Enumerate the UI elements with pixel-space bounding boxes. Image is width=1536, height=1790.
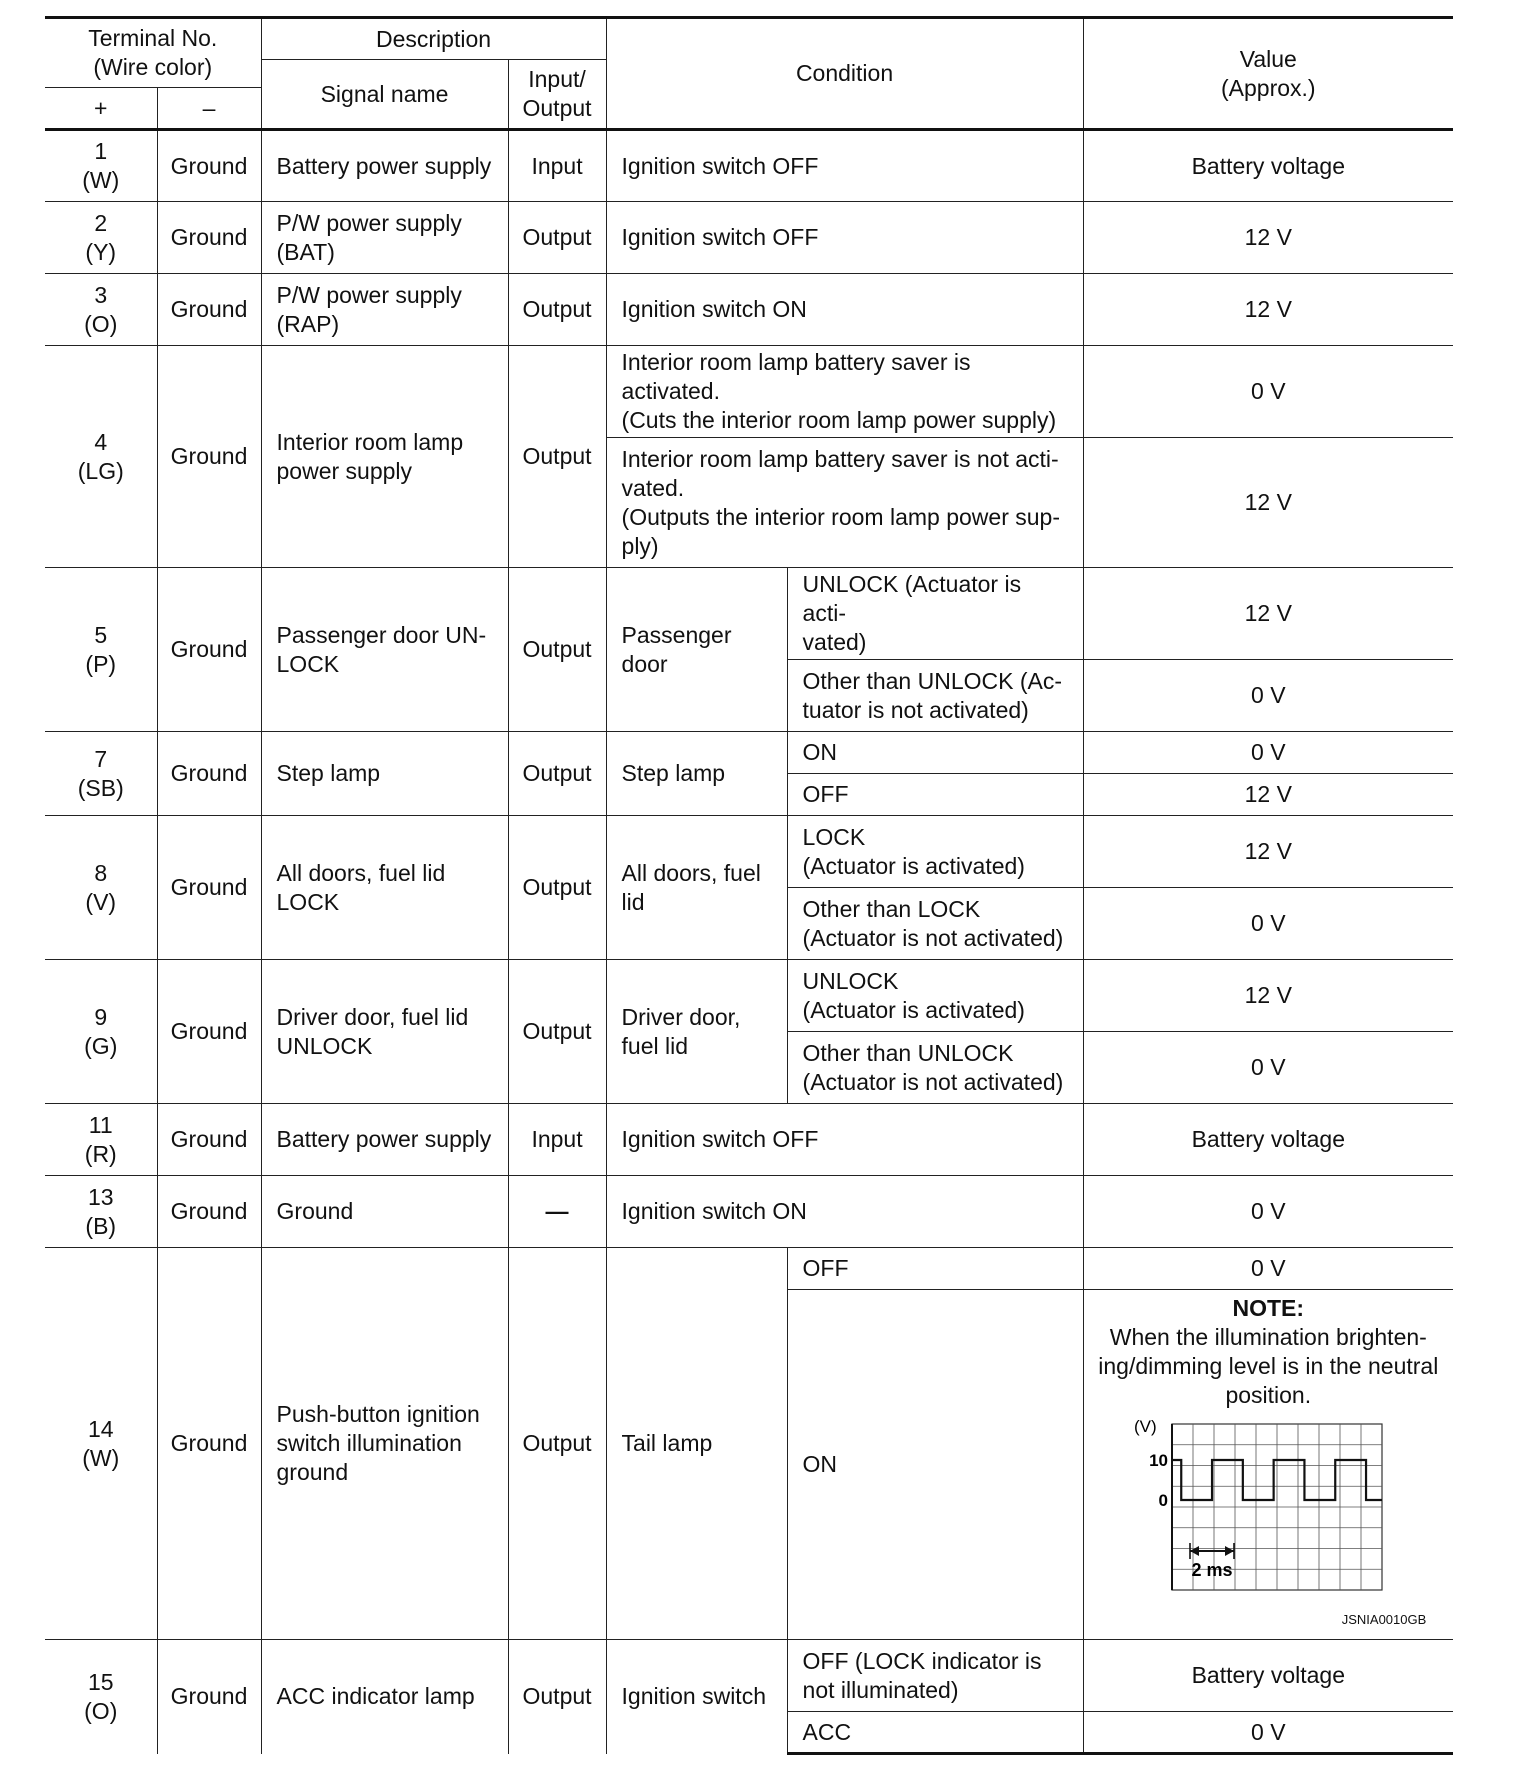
io-cell: Output [508, 732, 606, 816]
sub-condition-cell: ON [787, 732, 1083, 774]
terminal-number: 3 [94, 281, 108, 308]
waveform-figure [1098, 1414, 1438, 1627]
signal-line: (BAT) [276, 238, 335, 265]
terminal-number: 1 [94, 138, 108, 164]
y-tick-10: 10 [1149, 1451, 1169, 1470]
note-line: ing/dimming level is in the neutral [1098, 1353, 1439, 1379]
wire-color: (Y) [85, 238, 117, 265]
terminal-cell [45, 732, 157, 816]
io-cell: Input [508, 1104, 606, 1176]
table-row [45, 346, 1453, 438]
terminal-cell [45, 568, 157, 732]
condition-line: Driver door, [621, 1003, 741, 1030]
io-cell: Output [508, 960, 606, 1104]
sub-condition-cell [787, 568, 1083, 660]
value-cell: 12 V [1083, 202, 1453, 274]
signal-line: LOCK [276, 888, 340, 915]
sub-condition-cell: ON [787, 1290, 1083, 1640]
sub-condition-cell [787, 1640, 1083, 1712]
time-scale-label: 2 ms [1191, 1560, 1233, 1580]
y-tick-0: 0 [1158, 1491, 1169, 1510]
table-row [45, 1248, 1453, 1290]
condition-line: vated. [621, 474, 685, 501]
value-cell: 0 V [1083, 888, 1453, 960]
condition-line: (Outputs the interior room lamp power sup- [621, 503, 1060, 530]
terminal-number: 13 [87, 1183, 114, 1210]
wire-color: (W) [82, 1444, 120, 1471]
condition-line: OFF (LOCK indicator is [802, 1647, 1042, 1674]
wire-color: (SB) [77, 774, 124, 801]
sub-condition-cell [787, 816, 1083, 888]
condition-line: tuator is not activated) [802, 696, 1029, 723]
condition-line: Passenger [621, 621, 732, 648]
table-row [45, 732, 1453, 774]
value-cell: 0 V [1083, 660, 1453, 732]
wire-color: (P) [85, 650, 117, 677]
note-line: When the illumination brighten- [1109, 1324, 1427, 1350]
minus-cell: Ground [157, 274, 261, 346]
condition-line: not illuminated) [802, 1676, 959, 1703]
terminal-cell [45, 960, 157, 1104]
value-cell: 0 V [1083, 1712, 1453, 1754]
header-row [45, 18, 1453, 60]
io-cell: Output [508, 274, 606, 346]
minus-cell: Ground [157, 1176, 261, 1248]
sub-condition-cell [787, 660, 1083, 732]
sub-condition-cell: OFF [787, 774, 1083, 816]
minus-cell: Ground [157, 960, 261, 1104]
signal-line: All doors, fuel lid [276, 859, 446, 886]
condition-cell [606, 438, 1083, 568]
signal-line: Push-button ignition [276, 1401, 480, 1427]
condition-line: vated) [802, 629, 867, 655]
wire-color: (G) [84, 1032, 118, 1059]
condition-line: Interior room lamp battery saver is not acti- [621, 445, 1059, 472]
y-unit-label: (V) [1134, 1417, 1157, 1436]
condition-group-cell: Tail lamp [606, 1248, 787, 1640]
signal-cell: ACC indicator lamp [261, 1640, 508, 1754]
minus-cell: Ground [157, 130, 261, 202]
sub-condition-cell [787, 960, 1083, 1032]
signal-line: Interior room lamp [276, 428, 464, 455]
header-terminal-label: Terminal No. [88, 25, 218, 51]
header-signal-name: Signal name [261, 60, 508, 130]
condition-line: All doors, fuel [621, 859, 761, 886]
terminal-number: 2 [94, 209, 108, 236]
header-input-output [508, 60, 606, 130]
condition-line: lid [621, 888, 645, 915]
sub-condition-cell: OFF [787, 1248, 1083, 1290]
terminal-cell [45, 1248, 157, 1640]
signal-cell: Battery power supply [261, 130, 508, 202]
io-cell: Input [508, 130, 606, 202]
terminal-number: 9 [94, 1003, 108, 1030]
terminal-cell [45, 130, 157, 202]
signal-line: LOCK [276, 650, 340, 677]
table-row [45, 274, 1453, 346]
value-cell: 12 V [1083, 960, 1453, 1032]
condition-line: Other than UNLOCK [802, 1039, 1014, 1066]
condition-cell: Ignition switch OFF [606, 130, 1083, 202]
condition-group-cell [606, 568, 787, 732]
table-row [45, 568, 1453, 660]
sub-condition-cell [787, 1032, 1083, 1104]
value-cell: 12 V [1083, 816, 1453, 888]
value-cell: 12 V [1083, 774, 1453, 816]
condition-line: (Actuator is not activated) [802, 1068, 1064, 1095]
condition-line: (Actuator is activated) [802, 852, 1025, 879]
terminal-cell [45, 1640, 157, 1754]
condition-line: fuel lid [621, 1032, 689, 1059]
minus-cell: Ground [157, 732, 261, 816]
signal-cell [261, 346, 508, 568]
header-io-label-1: Input/ [528, 66, 586, 92]
header-minus: – [157, 88, 261, 130]
table-row [45, 816, 1453, 888]
note-title: NOTE: [1232, 1295, 1305, 1321]
terminal-number: 8 [94, 859, 108, 886]
condition-line: Other than LOCK [802, 895, 981, 922]
table-row [45, 960, 1453, 1032]
table-row [45, 1640, 1453, 1712]
terminal-number: 15 [87, 1668, 114, 1695]
value-cell: Battery voltage [1083, 1640, 1453, 1712]
condition-group-cell [606, 960, 787, 1104]
io-cell: Output [508, 568, 606, 732]
value-cell: 0 V [1083, 346, 1453, 438]
value-cell: 12 V [1083, 568, 1453, 660]
condition-line: LOCK [802, 823, 866, 850]
note-line: position. [1225, 1382, 1312, 1408]
condition-line: Interior room lamp battery saver is activated. [621, 349, 971, 404]
value-cell: 0 V [1083, 732, 1453, 774]
signal-line: P/W power supply [276, 209, 462, 236]
value-cell: Battery voltage [1083, 1104, 1453, 1176]
condition-line: (Actuator is activated) [802, 996, 1025, 1023]
header-description: Description [261, 18, 606, 60]
condition-line: ply) [621, 532, 659, 559]
sub-condition-cell [787, 888, 1083, 960]
header-condition: Condition [606, 18, 1083, 130]
io-cell: — [508, 1176, 606, 1248]
minus-cell: Ground [157, 346, 261, 568]
condition-group-cell: Ignition switch [606, 1640, 787, 1754]
terminal-cell [45, 202, 157, 274]
signal-cell: Ground [261, 1176, 508, 1248]
wire-color: (O) [84, 310, 118, 337]
wire-color: (B) [85, 1212, 117, 1239]
minus-cell: Ground [157, 1640, 261, 1754]
header-io-label-2: Output [522, 95, 592, 121]
io-cell: Output [508, 1640, 606, 1754]
terminal-cell [45, 816, 157, 960]
signal-line: (RAP) [276, 310, 340, 337]
minus-cell: Ground [157, 202, 261, 274]
table-row [45, 1104, 1453, 1176]
wire-color: (V) [85, 888, 117, 915]
condition-cell [606, 346, 1083, 438]
terminal-number: 11 [88, 1111, 113, 1138]
terminal-number: 7 [94, 745, 108, 772]
value-cell: 12 V [1083, 438, 1453, 568]
table-row [45, 1176, 1453, 1248]
terminal-number: 4 [94, 428, 108, 455]
waveform-chart [1098, 1414, 1438, 1610]
value-cell: 0 V [1083, 1248, 1453, 1290]
wire-color: (O) [84, 1697, 118, 1724]
terminal-cell [45, 1104, 157, 1176]
value-cell: 0 V [1083, 1032, 1453, 1104]
terminal-cell [45, 346, 157, 568]
signal-cell: Battery power supply [261, 1104, 508, 1176]
signal-line: power supply [276, 457, 413, 484]
table-row [45, 130, 1453, 202]
figure-code: JSNIA0010GB [1341, 1612, 1427, 1627]
condition-line: (Actuator is not activated) [802, 924, 1064, 951]
signal-cell [261, 274, 508, 346]
header-value-label: Value [1239, 45, 1297, 72]
table-row [45, 202, 1453, 274]
signal-cell [261, 816, 508, 960]
condition-cell: Ignition switch ON [606, 274, 1083, 346]
condition-cell: Ignition switch OFF [606, 202, 1083, 274]
signal-cell: Step lamp [261, 732, 508, 816]
signal-line: UNLOCK [276, 1032, 373, 1059]
io-cell: Output [508, 346, 606, 568]
value-cell: 0 V [1083, 1176, 1453, 1248]
condition-line: door [621, 650, 668, 677]
condition-group-cell [606, 816, 787, 960]
terminal-number: 14 [87, 1415, 114, 1442]
signal-line: Passenger door UN- [276, 621, 487, 648]
signal-line: Driver door, fuel lid [276, 1003, 469, 1030]
terminal-table [45, 16, 1453, 1755]
value-cell: 12 V [1083, 274, 1453, 346]
terminal-cell [45, 1176, 157, 1248]
signal-cell [261, 568, 508, 732]
condition-group-cell: Step lamp [606, 732, 787, 816]
wire-color: (W) [82, 167, 120, 193]
header-wire-color-label: (Wire color) [93, 54, 213, 80]
condition-line: Other than UNLOCK (Ac- [802, 667, 1062, 694]
terminal-cell [45, 274, 157, 346]
header-value [1083, 18, 1453, 130]
wire-color: (LG) [77, 457, 124, 484]
io-cell: Output [508, 1248, 606, 1640]
io-cell: Output [508, 202, 606, 274]
minus-cell: Ground [157, 1104, 261, 1176]
signal-cell [261, 960, 508, 1104]
condition-cell: Ignition switch OFF [606, 1104, 1083, 1176]
io-cell: Output [508, 816, 606, 960]
signal-cell [261, 202, 508, 274]
condition-line: UNLOCK [802, 967, 899, 994]
header-plus: + [45, 88, 157, 130]
terminal-number: 5 [94, 621, 108, 648]
signal-cell [261, 1248, 508, 1640]
header-approx-label: (Approx.) [1220, 74, 1316, 101]
minus-cell: Ground [157, 1248, 261, 1640]
condition-line: (Cuts the interior room lamp power supply) [621, 407, 1057, 433]
condition-line: UNLOCK (Actuator is acti- [802, 571, 1022, 626]
minus-cell: Ground [157, 568, 261, 732]
note-cell [1083, 1290, 1453, 1640]
header-terminal-no [45, 18, 261, 88]
signal-line: ground [276, 1459, 349, 1485]
wire-color: (R) [84, 1140, 117, 1167]
signal-line: switch illumination [276, 1430, 462, 1456]
minus-cell: Ground [157, 816, 261, 960]
signal-line: P/W power supply [276, 281, 462, 308]
value-cell: Battery voltage [1083, 130, 1453, 202]
sub-condition-cell: ACC [787, 1712, 1083, 1754]
condition-cell: Ignition switch ON [606, 1176, 1083, 1248]
